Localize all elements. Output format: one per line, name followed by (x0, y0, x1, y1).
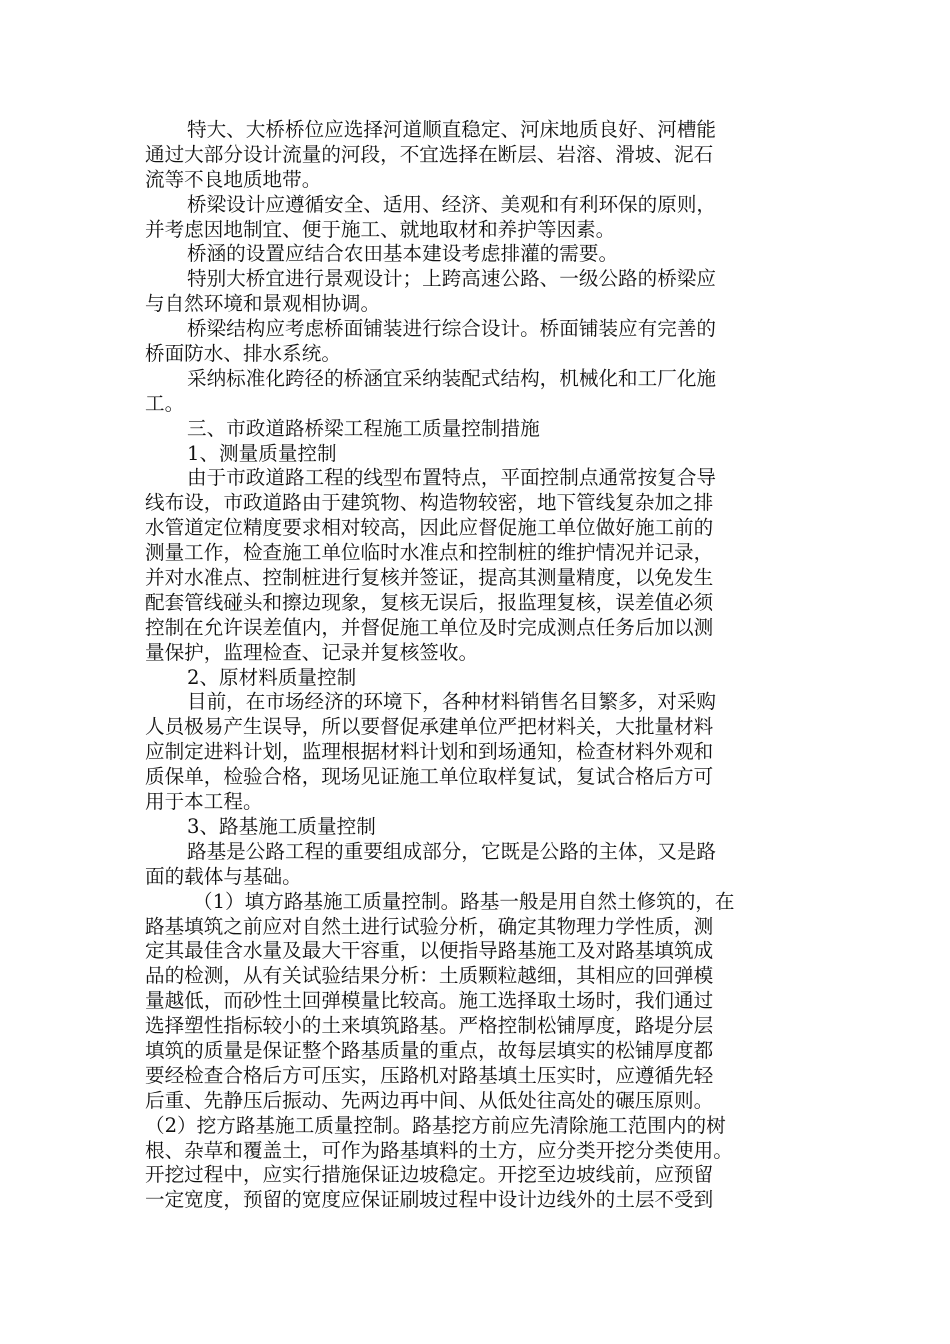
paragraph-line: 品的检测，从有关试验结果分析：土质颗粒越细，其相应的回弹模 (145, 964, 714, 988)
section-heading: 三、市政道路桥梁工程施工质量控制措施 (187, 416, 540, 440)
paragraph-line: 由于市政道路工程的线型布置特点，平面控制点通常按复合导 (187, 466, 717, 490)
paragraph-line: 控制在允许误差值内，并督促施工单位及时完成测点任务后加以测 (145, 615, 714, 639)
paragraph-line: 工。 (145, 391, 185, 415)
body-text (145, 118, 805, 1213)
paragraph-line: 填筑的质量是保证整个路基质量的重点，故每层填实的松铺厚度都 (145, 1038, 714, 1062)
paragraph-line: 通过大部分设计流量的河段，不宜选择在断层、岩溶、滑坡、泥石 (145, 142, 714, 166)
paragraph-line: 目前，在市场经济的环境下，各种材料销售名目繁多，对采购 (187, 690, 717, 714)
subsection-heading: 1、测量质量控制 (187, 441, 337, 465)
paragraph-line: 用于本工程。 (145, 790, 263, 814)
paragraph-line: 特别大桥宜进行景观设计；上跨高速公路、一级公路的桥梁应 (187, 267, 717, 291)
paragraph-line: 应制定进料计划，监理根据材料计划和到场通知，检查材料外观和 (145, 740, 714, 764)
paragraph-line: 量保护，监理检查、记录并复核签收。 (145, 640, 479, 664)
paragraph-line: 特大、大桥桥位应选择河道顺直稳定、河床地质良好、河槽能 (187, 118, 717, 141)
paragraph-line: 一定宽度，预留的宽度应保证刷坡过程中设计边线外的土层不受到 (145, 1188, 714, 1212)
subsection-heading: 2、原材料质量控制 (187, 665, 357, 689)
paragraph-line: 并考虑因地制宜、便于施工、就地取材和养护等因素。 (145, 217, 616, 241)
paragraph-line: 后重、先静压后振动、先两边再中间、从低处往高处的碾压原则。 (145, 1088, 714, 1112)
paragraph-line: 配套管线碰头和擦边现象，复核无误后，报监理复核，误差值必须 (145, 590, 714, 614)
paragraph-line: 选择塑性指标较小的土来填筑路基。严格控制松铺厚度，路堤分层 (145, 1014, 714, 1038)
paragraph-line: 桥梁设计应遵循安全、适用、经济、美观和有利环保的原则， (187, 192, 717, 216)
paragraph-line: 线布设，市政道路由于建筑物、构造物较密，地下管线复杂加之排 (145, 491, 714, 515)
paragraph-line: 路基是公路工程的重要组成部分，它既是公路的主体，又是路 (187, 839, 717, 863)
paragraph-line: 桥涵的设置应结合农田基本建设考虑排灌的需要。 (187, 242, 619, 266)
paragraph-line: 桥面防水、排水系统。 (145, 342, 341, 366)
paragraph-line: 并对水准点、控制桩进行复核并签证，提高其测量精度，以免发生 (145, 566, 714, 590)
paragraph-line: 水管道定位精度要求相对较高，因此应督促施工单位做好施工前的 (145, 516, 714, 540)
paragraph-line: 人员极易产生误导，所以要督促承建单位严把材料关，大批量材料 (145, 715, 714, 739)
paragraph-line: 开挖过程中，应实行措施保证边坡稳定。开挖至边坡线前，应预留 (145, 1163, 714, 1187)
paragraph-line: 质保单，检验合格，现场见证施工单位取样复试，复试合格后方可 (145, 765, 714, 789)
paragraph-line: 采纳标准化跨径的桥涵宜采纳装配式结构，机械化和工厂化施 (187, 366, 717, 390)
paragraph-line: 测量工作，检查施工单位临时水准点和控制桩的维护情况并记录， (145, 541, 714, 565)
paragraph-line: 路基填筑之前应对自然土进行试验分析，确定其物理力学性质，测 (145, 914, 714, 938)
paragraph-line: 桥梁结构应考虑桥面铺装进行综合设计。桥面铺装应有完善的 (187, 317, 717, 341)
paragraph-line: （2）挖方路基施工质量控制。路基挖方前应先清除施工范围内的树 (145, 1113, 726, 1137)
paragraph-line: 要经检查合格后方可压实，压路机对路基填土压实时，应遵循先轻 (145, 1063, 714, 1087)
paragraph-line: （1）填方路基施工质量控制。路基一般是用自然土修筑的，在 (193, 889, 735, 913)
paragraph-line: 量越低，而砂性土回弹模量比较高。施工选择取土场时，我们通过 (145, 989, 714, 1013)
subsection-heading: 3、路基施工质量控制 (187, 814, 376, 838)
paragraph-line: 定其最佳含水量及最大干容重，以便指导路基施工及对路基填筑成 (145, 939, 714, 963)
paragraph-line: 面的载体与基础。 (145, 864, 302, 888)
paragraph-line: 流等不良地质地带。 (145, 167, 322, 191)
paragraph-line: 根、杂草和覆盖土，可作为路基填料的土方，应分类开挖分类使用。 (145, 1138, 733, 1162)
paragraph-line: 与自然环境和景观相协调。 (145, 292, 381, 316)
